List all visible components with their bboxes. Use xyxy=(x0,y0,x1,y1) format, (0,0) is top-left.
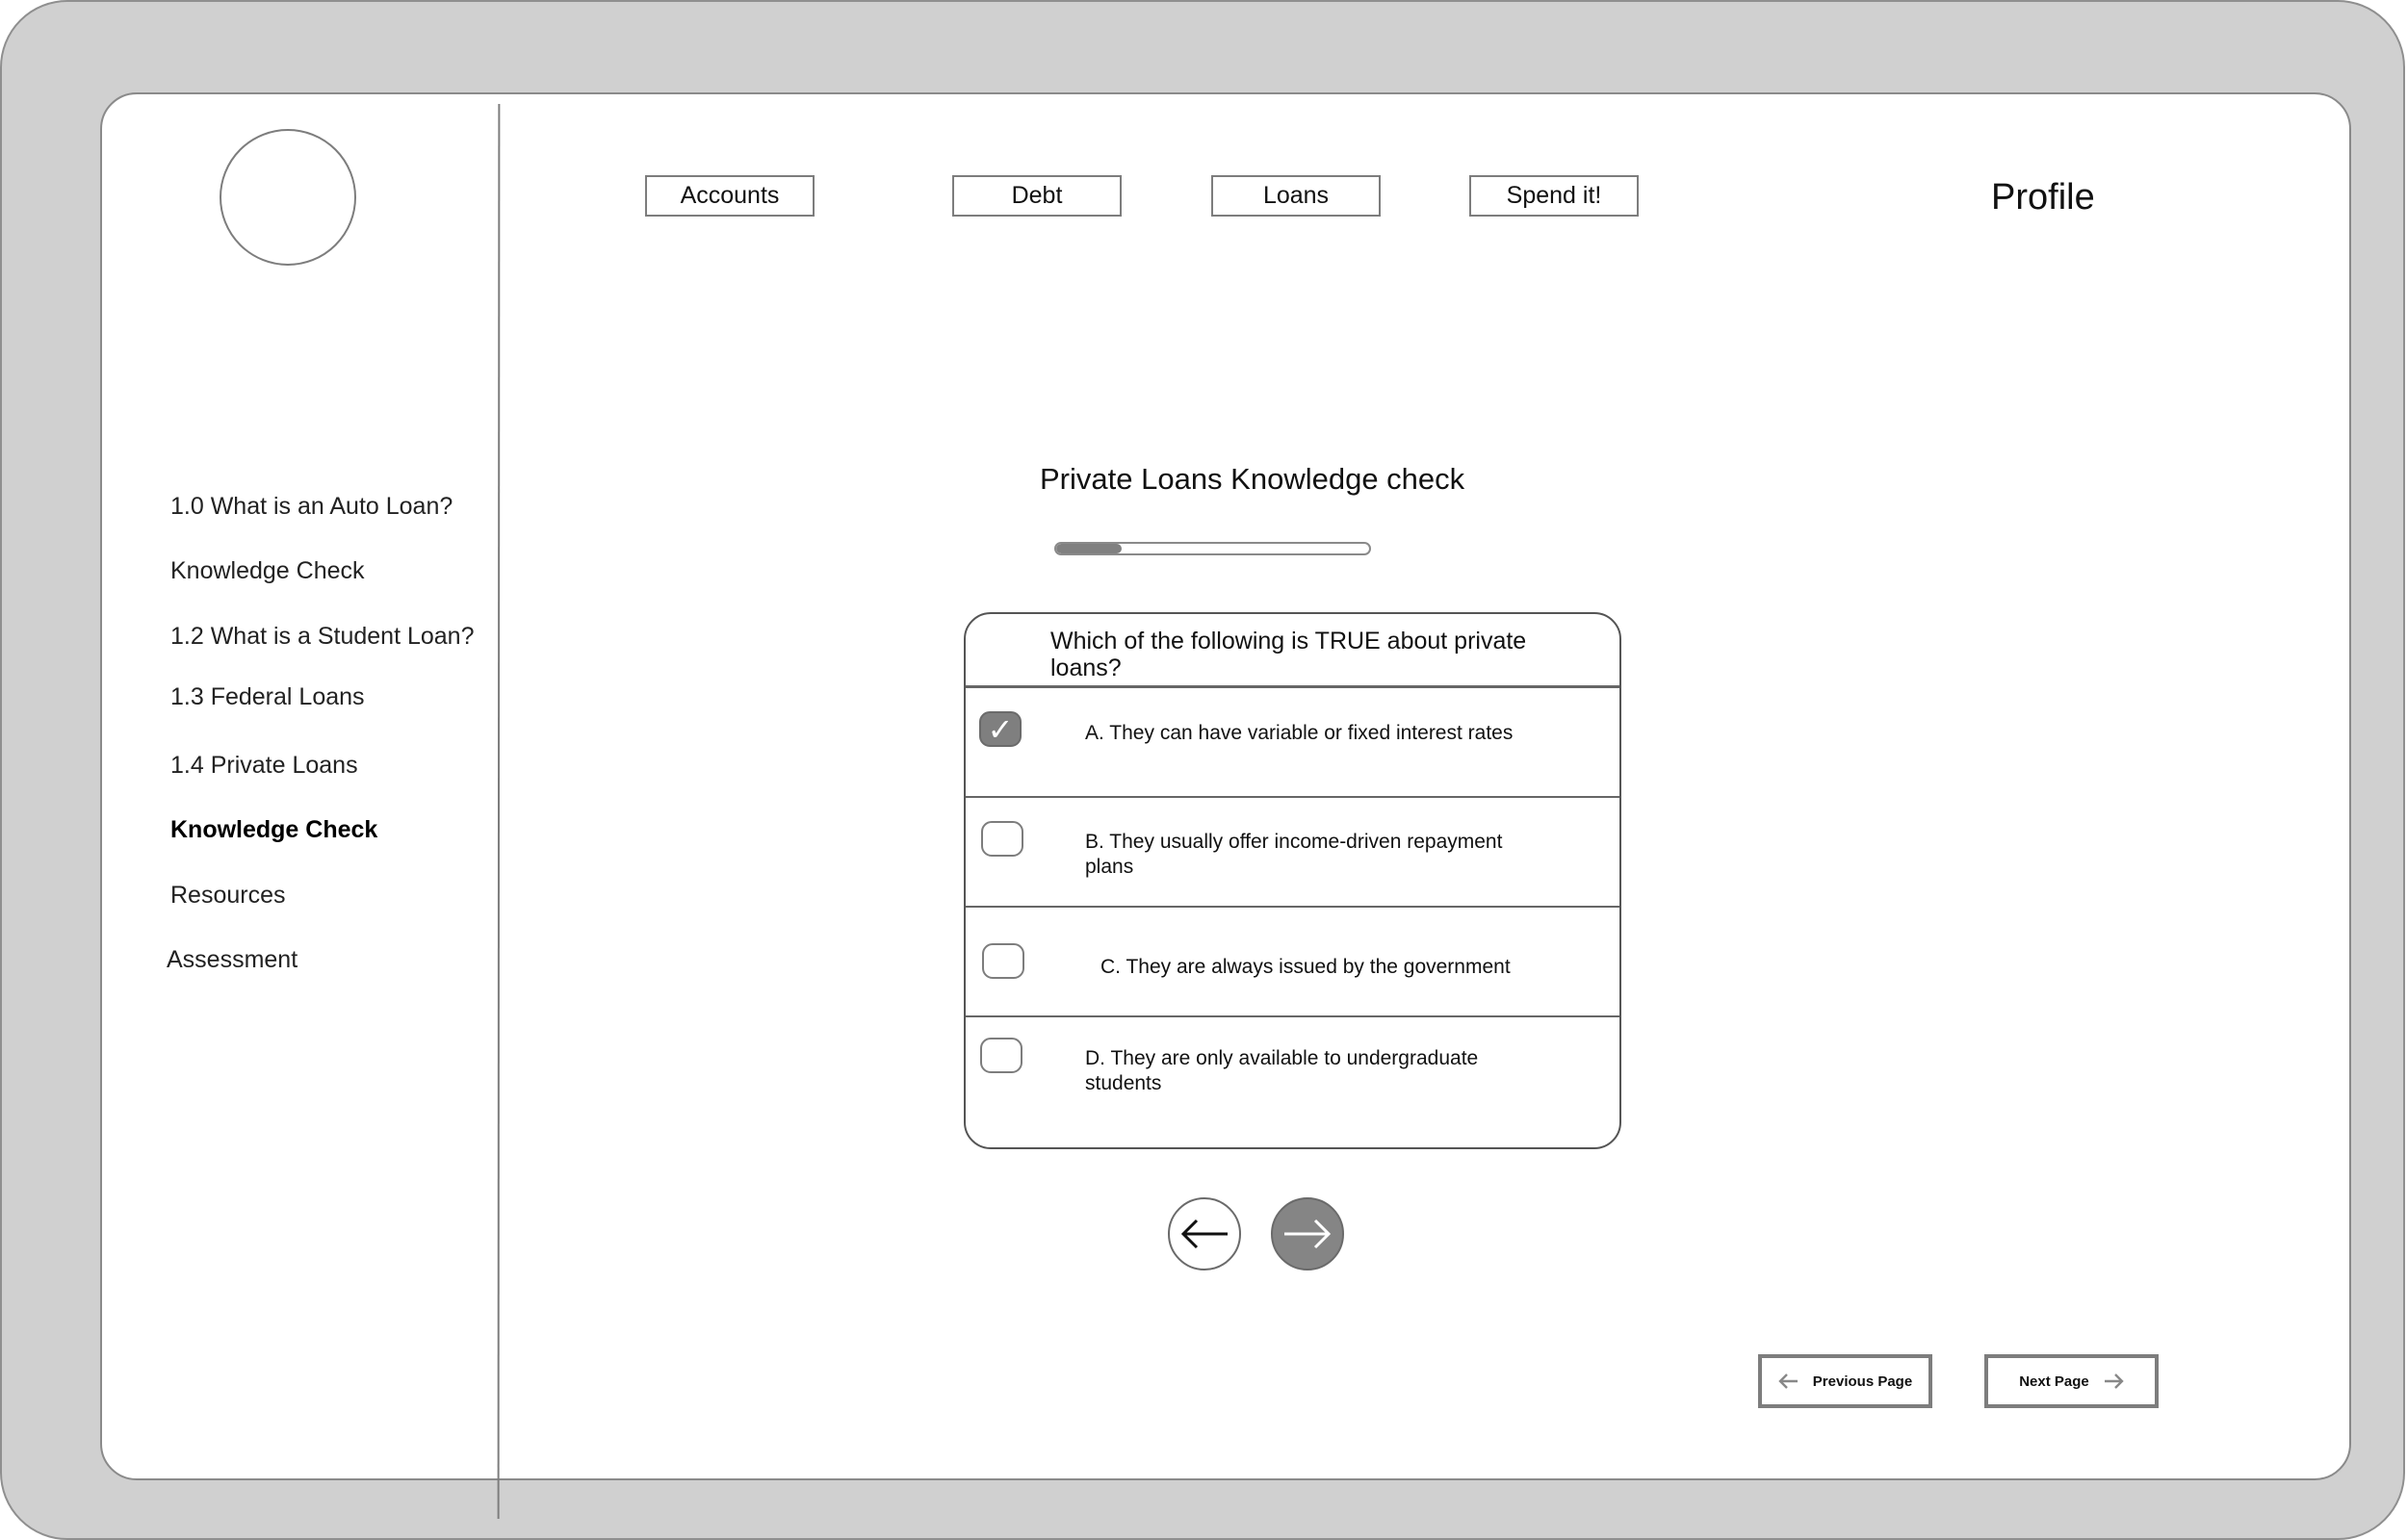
next-page-label: Next Page xyxy=(2019,1373,2089,1390)
answer-option-c[interactable] xyxy=(966,908,1619,1015)
sidebar-item-private-loans[interactable]: 1.4 Private Loans xyxy=(170,752,358,779)
profile-link[interactable]: Profile xyxy=(1991,177,2095,218)
avatar[interactable] xyxy=(220,129,356,266)
answer-option-a[interactable] xyxy=(966,688,1619,796)
previous-page-button[interactable] xyxy=(1758,1354,1932,1408)
sidebar-item-resources[interactable]: Resources xyxy=(170,882,286,909)
sidebar-item-federal-loans[interactable]: 1.3 Federal Loans xyxy=(170,683,365,710)
sidebar-item-student-loan[interactable]: 1.2 What is a Student Loan? xyxy=(170,623,475,650)
answer-option-b[interactable] xyxy=(966,798,1619,906)
question-card xyxy=(964,612,1621,1149)
sidebar-item-knowledge-check-1[interactable]: Knowledge Check xyxy=(170,557,365,584)
answer-d-text: D. They are only available to undergraduate students xyxy=(1085,1047,1479,1094)
quiz-next-button[interactable] xyxy=(1271,1197,1344,1270)
nav-debt-button[interactable]: Debt xyxy=(952,175,1122,217)
question-text: Which of the following is TRUE about private loans? xyxy=(1050,628,1527,681)
quiz-title: Private Loans Knowledge check xyxy=(1040,462,1465,496)
previous-page-label: Previous Page xyxy=(1812,1373,1913,1390)
answer-b-checkbox[interactable] xyxy=(981,821,1023,857)
arrow-right-icon xyxy=(1282,1218,1333,1250)
checkmark-icon: ✓ xyxy=(987,711,1014,747)
answer-a-text: A. They can have variable or fixed interest rates xyxy=(1085,722,1514,744)
nav-loans-button[interactable]: Loans xyxy=(1211,175,1381,217)
arrow-right-icon xyxy=(2103,1373,2124,1390)
answer-c-checkbox[interactable] xyxy=(982,943,1024,979)
quiz-progress-bar xyxy=(1054,542,1371,555)
sidebar-item-knowledge-check-2[interactable]: Knowledge Check xyxy=(170,816,378,843)
answer-c-text: C. They are always issued by the government xyxy=(1100,956,1511,978)
nav-spend-it-button[interactable]: Spend it! xyxy=(1469,175,1639,217)
quiz-progress-fill xyxy=(1056,544,1122,553)
answer-a-checkbox[interactable] xyxy=(979,711,1022,747)
arrow-left-icon xyxy=(1179,1218,1229,1250)
quiz-previous-button[interactable] xyxy=(1168,1197,1241,1270)
answer-b-text: B. They usually offer income-driven repayment plans xyxy=(1085,831,1503,878)
next-page-button[interactable] xyxy=(1984,1354,2159,1408)
sidebar-item-auto-loan[interactable]: 1.0 What is an Auto Loan? xyxy=(170,493,453,520)
sidebar-item-assessment[interactable]: Assessment xyxy=(167,946,298,973)
nav-accounts-button[interactable]: Accounts xyxy=(645,175,815,217)
arrow-left-icon xyxy=(1778,1373,1799,1390)
answer-option-d[interactable] xyxy=(966,1017,1619,1149)
answer-d-checkbox[interactable] xyxy=(980,1038,1022,1073)
